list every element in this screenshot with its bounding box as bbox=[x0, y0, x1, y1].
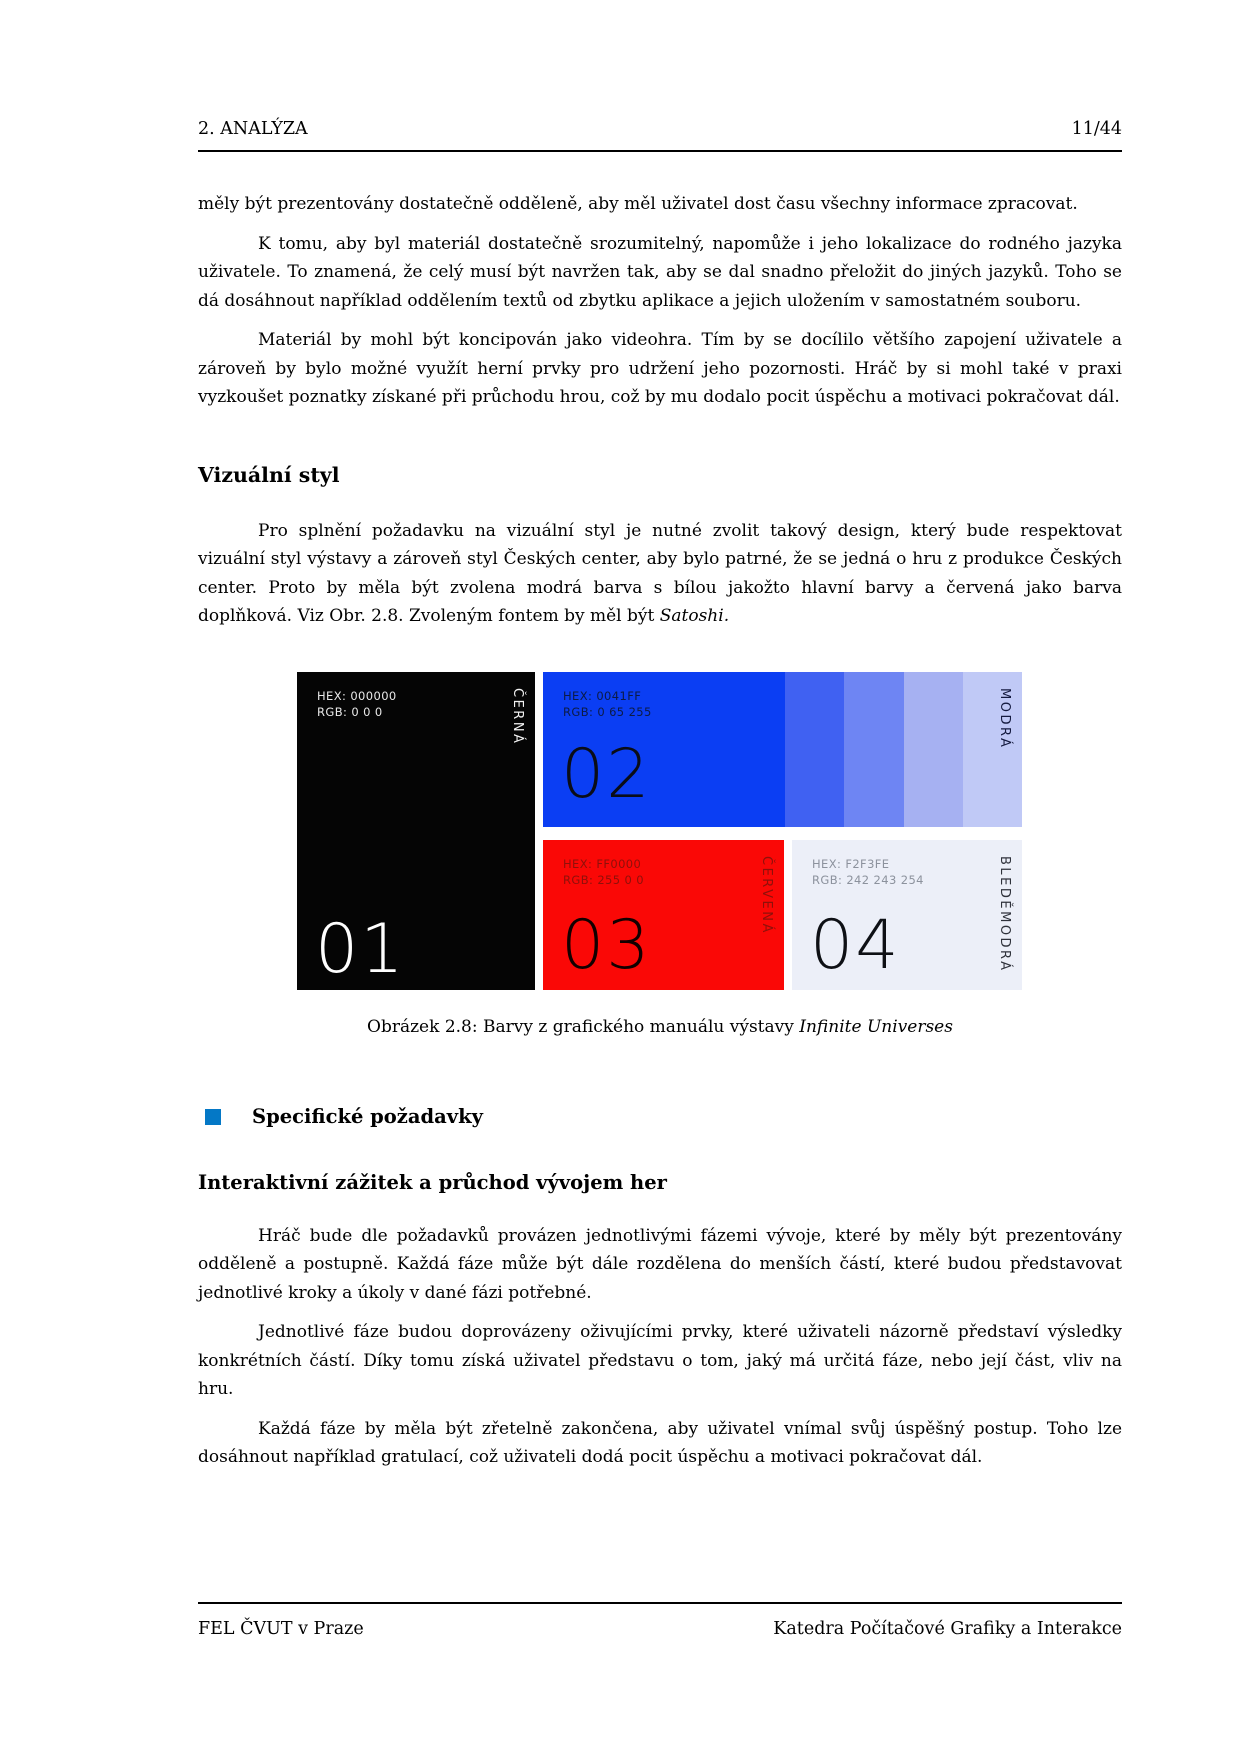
color-block-red bbox=[543, 840, 784, 990]
paragraph: Každá fáze by měla být zřetelně zakončena, aby uživatel vnímal svůj úspěšný postup. Toho lze dosáhnout například gratulací, což uživateli dodá pocit úspěchu a motivaci pokračovat dál. bbox=[198, 1418, 1122, 1467]
page-header bbox=[198, 116, 1122, 152]
hex-label: HEX: 000000 bbox=[317, 688, 397, 703]
blue-main-swatch bbox=[543, 672, 785, 827]
palette-bottom-row bbox=[543, 840, 1022, 990]
header-section-title: 2. ANALÝZA bbox=[198, 119, 308, 139]
palette-right-column bbox=[543, 672, 1022, 990]
color-palette-figure bbox=[297, 672, 1022, 990]
paragraph: Jednotlivé fáze budou doprovázeny oživujícími prvky, které uživateli názorně představí výsledky konkrétních částí. Díky tomu získá uživatel představu o tom, jaký má určitá fáze, nebo její část, vliv na hru. bbox=[198, 1322, 1122, 1399]
color-meta bbox=[563, 688, 652, 721]
footer-right: Katedra Počítačové Grafiky a Interakce bbox=[773, 1619, 1122, 1639]
paragraph-text: Pro splnění požadavku na vizuální styl je nutné zvolit takový design, který bude respektovat vizuální styl výstavy a zároveň styl Českých center, aby bylo patrné, že se jedná o hru z produkce Českých center. Proto by měla být zvolena modrá barva s bílou jakožto hlavní barvy a červená jako barva doplňková. Viz Obr. 2.8. Zvoleným fontem by měl být bbox=[198, 520, 1122, 626]
footer-left: FEL ČVUT v Praze bbox=[198, 1619, 364, 1639]
hex-label: HEX: F2F3FE bbox=[812, 856, 890, 871]
bullet-section-title: Specifické požadavky bbox=[252, 1104, 483, 1128]
subsection-heading-interactive: Interaktivní zážitek a průchod vývojem her bbox=[198, 1170, 667, 1194]
blue-shade-stripe bbox=[785, 672, 844, 827]
hex-label: HEX: FF0000 bbox=[563, 856, 642, 871]
color-block-paleblue bbox=[792, 840, 1022, 990]
paragraph: K tomu, aby byl materiál dostatečně srozumitelný, napomůže i jeho lokalizace do rodného jazyka uživatele. To znamená, že celý musí být navržen tak, aby se dal snadno přeložit do jiných jazyků. Toho se dá dosáhnout například oddělením textů od zbytku aplikace a jejich uložením v samostatném souboru. bbox=[198, 233, 1122, 311]
color-meta bbox=[563, 856, 644, 889]
page-footer bbox=[198, 1602, 1122, 1642]
paragraph: Materiál by mohl být koncipován jako videohra. Tím by se docílilo většího zapojení uživatele a zároveň by bylo možné využít herní prvky pro udržení jeho pozornosti. Hráč by si mohl také v praxi vyzkoušet poznatky získané při průchodu hrou, což by mu dodalo pocit úspěchu a motivaci pokračovat dál. bbox=[198, 330, 1122, 407]
paragraph: měly být prezentovány dostatečně odděleně, aby měl uživatel dost času všechny informace zpracovat. bbox=[198, 194, 1078, 214]
text-column bbox=[198, 116, 1122, 1472]
header-page-number: 11/44 bbox=[1071, 119, 1122, 139]
rgb-label: RGB: 255 0 0 bbox=[563, 873, 645, 887]
figure-caption bbox=[198, 1013, 1122, 1042]
color-name-vertical: BLEDĚMODRÁ bbox=[997, 855, 1012, 972]
rgb-label: RGB: 0 65 255 bbox=[563, 705, 652, 719]
section-heading-visual-style: Vizuální styl bbox=[198, 462, 340, 487]
color-name-vertical: ČERVENÁ bbox=[759, 855, 774, 935]
hex-label: HEX: 0041FF bbox=[563, 688, 642, 703]
paragraph bbox=[198, 517, 1122, 631]
color-name-vertical: MODRÁ bbox=[997, 687, 1012, 749]
square-bullet-icon bbox=[205, 1109, 221, 1125]
color-block-black bbox=[297, 672, 535, 990]
blue-shade-stripe bbox=[963, 672, 1022, 827]
color-number: 01 bbox=[315, 909, 406, 989]
caption-italic: Infinite Universes bbox=[799, 1016, 953, 1037]
color-number: 02 bbox=[561, 734, 652, 814]
color-meta bbox=[317, 688, 397, 721]
font-name-italic: Satoshi. bbox=[659, 606, 730, 626]
color-block-blue bbox=[543, 672, 1022, 827]
color-number: 04 bbox=[810, 905, 901, 985]
paragraph: Hráč bude dle požadavků provázen jednotlivými fázemi vývoje, které by měly být prezentovány odděleně a postupně. Každá fáze může být dále rozdělena do menších částí, které budou představovat jednotlivé kroky a úkoly v dané fázi potřebné. bbox=[198, 1225, 1122, 1303]
caption-text: Obrázek 2.8: Barvy z grafického manuálu výstavy bbox=[367, 1016, 800, 1037]
blue-shade-stripe bbox=[904, 672, 963, 827]
bullet-section-heading bbox=[205, 1105, 1122, 1129]
color-name-vertical: ČERNÁ bbox=[510, 687, 525, 745]
color-number: 03 bbox=[561, 905, 652, 985]
blue-shade-stripe bbox=[844, 672, 903, 827]
rgb-label: RGB: 242 243 254 bbox=[812, 873, 924, 887]
rgb-label: RGB: 0 0 0 bbox=[317, 705, 383, 719]
color-meta bbox=[812, 856, 924, 889]
